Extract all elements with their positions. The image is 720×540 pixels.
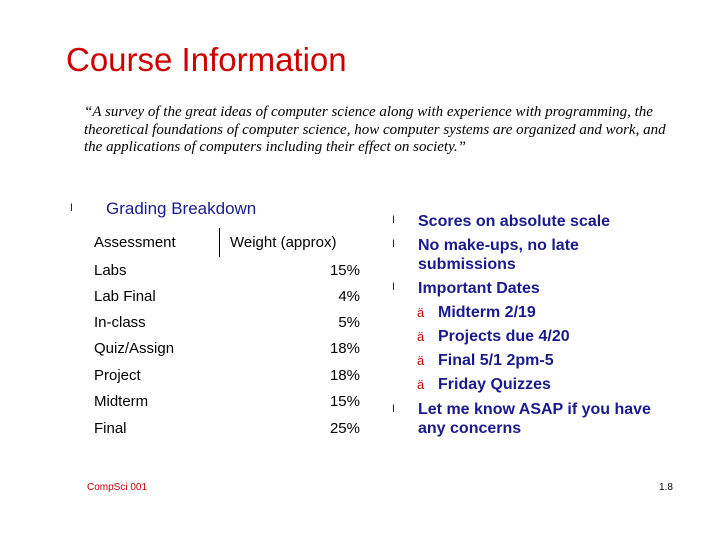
table-row — [88, 284, 370, 310]
course-description-quote: “A survey of the great ideas of computer science along with experience with programming, the theoretical foundations of computer science, how computer systems are organized and work, and the applications of computers including their effect on society.” — [84, 104, 666, 155]
row-label: Lab Final — [94, 288, 156, 305]
bullet-icon: l — [392, 239, 395, 250]
makeups-note-line2: submissions — [418, 256, 516, 273]
row-weight: 18% — [329, 367, 360, 384]
row-label: In-class — [94, 314, 146, 331]
important-dates-heading: Important Dates — [418, 280, 540, 297]
row-label: Midterm — [94, 393, 149, 410]
row-label: Quiz/Assign — [94, 340, 175, 357]
row-weight: 15% — [329, 262, 360, 279]
row-label: Labs — [94, 262, 127, 279]
bullet-icon: l — [392, 404, 395, 415]
row-weight: 4% — [338, 288, 360, 305]
table-row — [88, 389, 370, 415]
footer-page-number: 1.8 — [659, 482, 673, 493]
makeups-note-line1: No make-ups, no late — [418, 237, 579, 254]
date-item: Final 5/1 2pm-5 — [438, 352, 554, 369]
date-item: Friday Quizzes — [438, 376, 551, 393]
sub-bullet-icon: ä — [417, 305, 425, 320]
sub-bullet-icon: ä — [417, 353, 425, 368]
row-label: Final — [94, 420, 127, 437]
row-weight: 5% — [338, 314, 360, 331]
footer-course-label: CompSci 001 — [87, 482, 148, 493]
sub-bullet-icon: ä — [417, 329, 425, 344]
date-item: Projects due 4/20 — [438, 328, 570, 345]
column-divider — [219, 228, 220, 257]
row-weight: 18% — [329, 340, 360, 357]
row-label: Project — [94, 367, 141, 384]
asap-note-line2: any concerns — [418, 420, 522, 437]
asap-note-line1: Let me know ASAP if you have — [418, 401, 651, 418]
assessment-column-header: Assessment — [94, 234, 176, 251]
date-item: Midterm 2/19 — [438, 304, 536, 321]
sub-bullet-icon: ä — [417, 377, 425, 392]
table-row — [88, 310, 370, 336]
table-row — [88, 336, 370, 362]
table-row — [88, 416, 370, 442]
table-row — [88, 258, 370, 284]
bullet-icon: l — [392, 215, 395, 226]
table-row — [88, 363, 370, 389]
bullet-icon: l — [70, 203, 73, 214]
bullet-icon: l — [392, 282, 395, 293]
scores-note: Scores on absolute scale — [418, 213, 611, 230]
weight-column-header: Weight (approx) — [230, 234, 337, 251]
grading-breakdown-heading: Grading Breakdown — [106, 199, 257, 218]
slide-title: Course Information — [66, 41, 347, 78]
row-weight: 15% — [329, 393, 360, 410]
row-weight: 25% — [329, 420, 360, 437]
